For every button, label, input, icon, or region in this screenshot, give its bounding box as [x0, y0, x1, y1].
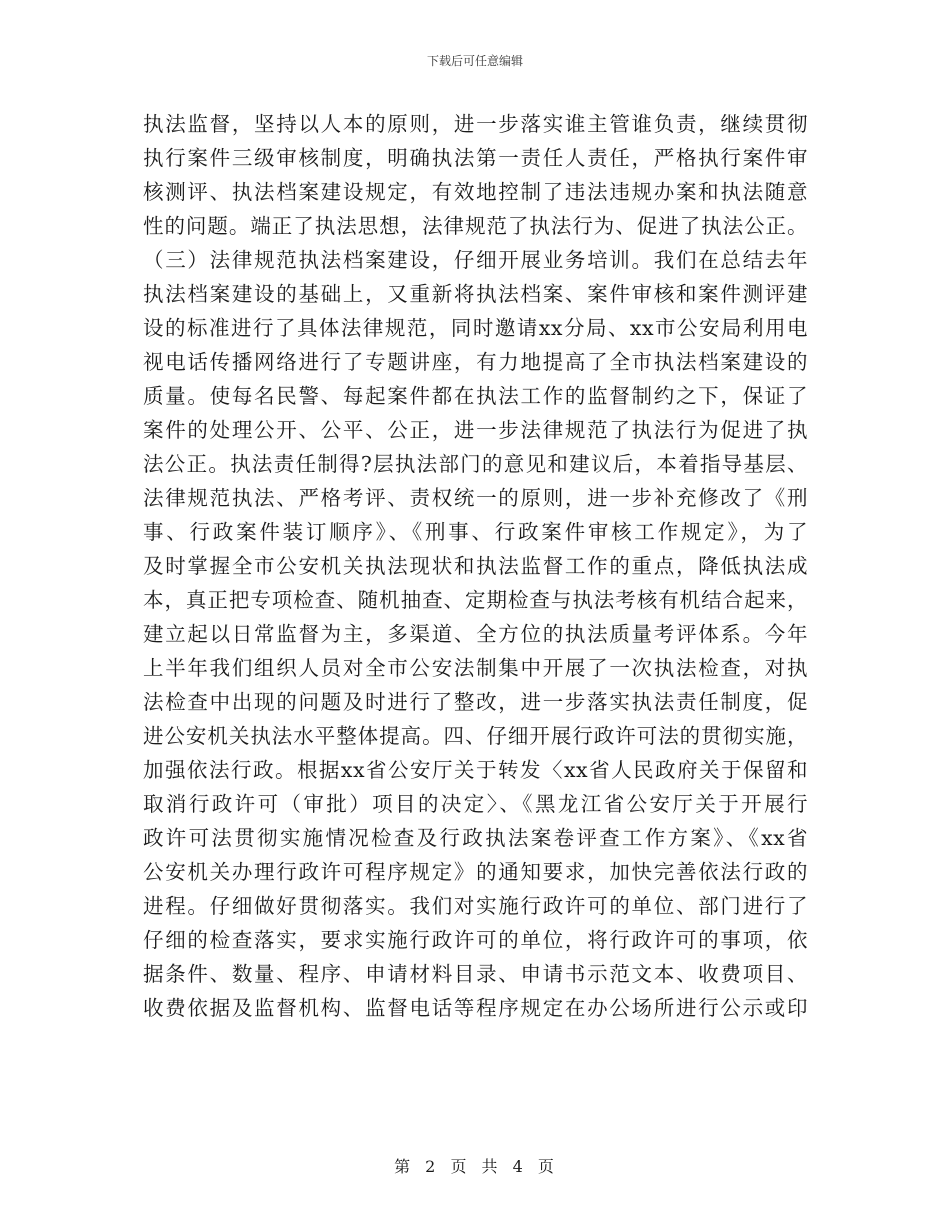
text-line: 执法档案建设的基础上，又重新将执法档案、案件审核和案件测评建 — [143, 282, 808, 306]
text-line: 事、行政案件装订顺序》、《刑事、行政案件审核工作规定》，为了 — [143, 520, 808, 544]
text-line: 设的标准进行了具体法律规范，同时邀请xx分局、xx市公安局利用电 — [143, 316, 808, 340]
text-line: 质量。使每名民警、每起案件都在执法工作的监督制约之下，保证了 — [143, 384, 808, 408]
text-line: 据条件、数量、程序、申请材料目录、申请书示范文本、收费项目、 — [143, 962, 808, 986]
text-line: 核测评、执法档案建设规定，有效地控制了违法违规办案和执法随意 — [143, 180, 808, 204]
text-line: 执法监督，坚持以人本的原则，进一步落实谁主管谁负责，继续贯彻 — [143, 112, 808, 136]
text-line: 法检查中出现的问题及时进行了整改，进一步落实执法责任制度，促 — [143, 690, 808, 714]
text-line: 及时掌握全市公安机关执法现状和执法监督工作的重点，降低执法成 — [143, 554, 808, 578]
text-line: 上半年我们组织人员对全市公安法制集中开展了一次执法检查，对执 — [143, 656, 808, 680]
text-line: （三）法律规范执法档案建设，仔细开展业务培训。我们在总结去年 — [143, 248, 808, 272]
page-header: 下载后可任意编辑 — [426, 54, 523, 68]
text-line: 进公安机关执法水平整体提高。四、仔细开展行政许可法的贯彻实施， — [143, 724, 808, 748]
text-line: 加强依法行政。根据xx省公安厅关于转发〈xx省人民政府关于保留和 — [143, 758, 808, 782]
page-number: 第 2 页 共 4 页 — [394, 1157, 556, 1176]
text-line: 仔细的检查落实，要求实施行政许可的单位，将行政许可的事项，依 — [143, 928, 808, 952]
text-line: 收费依据及监督机构、监督电话等程序规定在办公场所进行公示或印 — [143, 996, 808, 1020]
document-body — [143, 107, 808, 1025]
text-line: 进程。仔细做好贯彻落实。我们对实施行政许可的单位、部门进行了 — [143, 894, 808, 918]
text-line: 政许可法贯彻实施情况检查及行政执法案卷评查工作方案》、《xx省 — [143, 826, 808, 850]
text-line: 案件的处理公开、公平、公正，进一步法律规范了执法行为促进了执 — [143, 418, 808, 442]
text-line: 法公正。执法责任制得?层执法部门的意见和建议后，本着指导基层、 — [143, 452, 808, 476]
text-line: 本，真正把专项检查、随机抽查、定期检查与执法考核有机结合起来， — [143, 588, 808, 612]
text-line: 性的问题。端正了执法思想，法律规范了执法行为、促进了执法公正。 — [143, 214, 808, 238]
text-line: 建立起以日常监督为主，多渠道、全方位的执法质量考评体系。今年 — [143, 622, 808, 646]
text-line: 取消行政许可（审批）项目的决定〉、《黑龙江省公安厅关于开展行 — [143, 792, 808, 816]
text-line: 法律规范执法、严格考评、责权统一的原则，进一步补充修改了《刑 — [143, 486, 808, 510]
text-line: 视电话传播网络进行了专题讲座，有力地提高了全市执法档案建设的 — [143, 350, 808, 374]
text-line: 执行案件三级审核制度，明确执法第一责任人责任，严格执行案件审 — [143, 146, 808, 170]
text-line: 公安机关办理行政许可程序规定》的通知要求，加快完善依法行政的 — [143, 860, 808, 884]
